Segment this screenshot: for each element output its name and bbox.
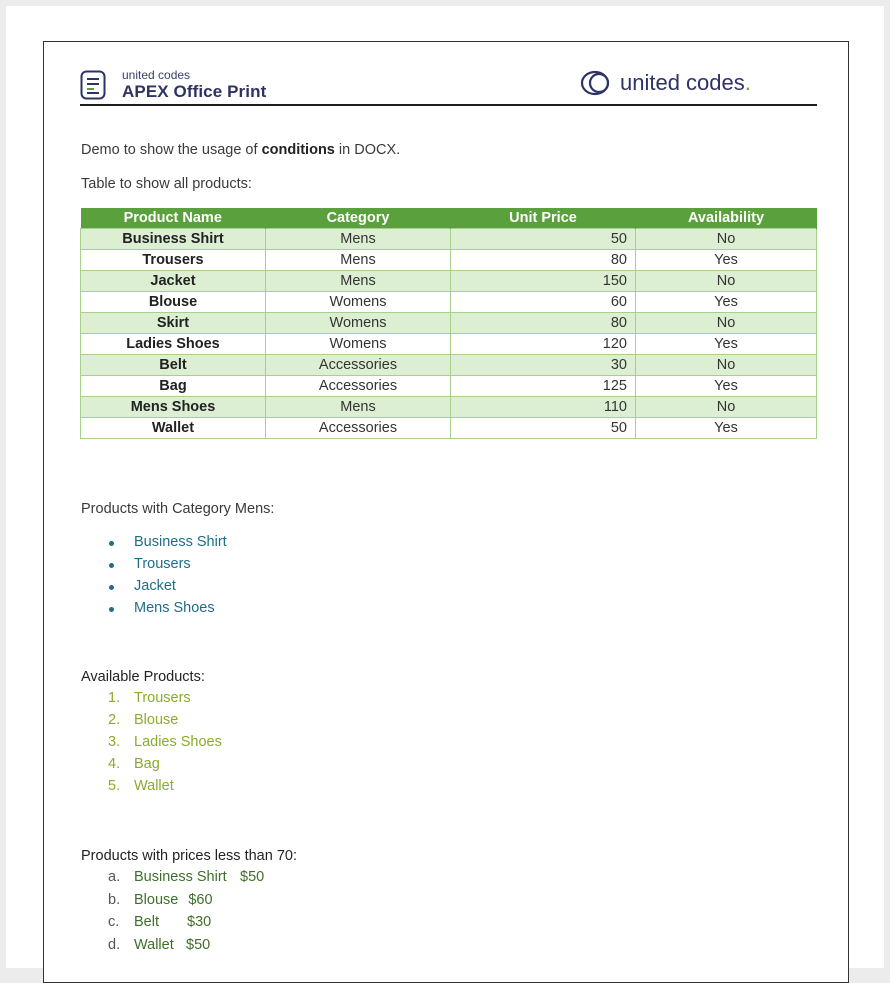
intro-suffix: in DOCX. <box>334 142 401 158</box>
header-availability: Availability <box>636 208 817 229</box>
list-item-label: Blouse <box>134 712 179 728</box>
cell-category: Accessories <box>266 418 451 439</box>
list-item-label: Jacket <box>134 578 176 594</box>
table-row <box>81 313 817 334</box>
cell-category: Accessories <box>266 355 451 376</box>
list-item <box>108 712 222 734</box>
table-row <box>81 376 817 397</box>
cell-category: Womens <box>266 334 451 355</box>
list-item <box>108 690 222 712</box>
cell-unit-price: 80 <box>451 250 636 271</box>
cell-availability: No <box>636 397 817 418</box>
list-item <box>108 869 264 892</box>
list-item-label: Blouse <box>134 891 179 908</box>
cheap-products-list <box>108 869 264 959</box>
list-item-label: Trousers <box>134 556 191 572</box>
united-codes-logo-text <box>620 70 751 96</box>
cell-availability: No <box>636 313 817 334</box>
cell-availability: Yes <box>636 250 817 271</box>
list-item <box>108 937 264 960</box>
cell-category: Womens <box>266 313 451 334</box>
cell-unit-price: 50 <box>451 418 636 439</box>
united-codes-logo-icon <box>580 70 614 96</box>
header-unit-price: Unit Price <box>451 208 636 229</box>
bullet-icon <box>109 541 114 546</box>
cell-availability: No <box>636 271 817 292</box>
cell-availability: No <box>636 355 817 376</box>
cell-product-name: Mens Shoes <box>81 397 266 418</box>
table-row <box>81 418 817 439</box>
cell-category: Mens <box>266 250 451 271</box>
cell-unit-price: 50 <box>451 229 636 250</box>
table-row <box>81 355 817 376</box>
logo-wordmark: united codes <box>620 70 745 95</box>
list-item-label: Mens Shoes <box>134 600 215 616</box>
cell-availability: Yes <box>636 376 817 397</box>
table-row <box>81 229 817 250</box>
cell-unit-price: 150 <box>451 271 636 292</box>
cell-category: Mens <box>266 397 451 418</box>
list-item-price: $30 <box>187 914 212 930</box>
bullet-icon <box>109 563 114 568</box>
table-row <box>81 292 817 313</box>
cell-product-name: Business Shirt <box>81 229 266 250</box>
list-item-label: Wallet <box>134 778 174 794</box>
table-row <box>81 250 817 271</box>
cell-unit-price: 60 <box>451 292 636 313</box>
list-number: 2. <box>108 712 121 728</box>
list-item-label: Ladies Shoes <box>134 734 222 750</box>
cheap-list-heading: Products with prices less than 70: <box>81 848 297 864</box>
intro-prefix: Demo to show the usage of <box>81 142 262 158</box>
mens-list-heading: Products with Category Mens: <box>81 501 275 517</box>
cell-availability: Yes <box>636 334 817 355</box>
document-icon <box>80 70 106 100</box>
cell-product-name: Blouse <box>81 292 266 313</box>
intro-bold-term: conditions <box>261 142 335 158</box>
cell-unit-price: 110 <box>451 397 636 418</box>
cell-product-name: Bag <box>81 376 266 397</box>
list-letter: c. <box>108 914 120 930</box>
products-table <box>80 208 817 439</box>
cell-product-name: Belt <box>81 355 266 376</box>
list-item <box>108 734 222 756</box>
cell-availability: No <box>636 229 817 250</box>
list-item <box>134 556 227 578</box>
bullet-icon <box>109 585 114 590</box>
list-letter: d. <box>108 936 121 953</box>
list-item <box>134 534 227 556</box>
available-products-list <box>108 690 222 800</box>
list-item <box>134 578 227 600</box>
cell-category: Mens <box>266 229 451 250</box>
list-item <box>108 756 222 778</box>
page-header <box>80 64 817 106</box>
table-row <box>81 397 817 418</box>
list-item-price: $60 <box>188 891 213 908</box>
logo-dot: . <box>744 70 751 95</box>
list-letter: b. <box>108 891 121 908</box>
list-item-label: Business Shirt <box>134 869 227 885</box>
table-header-row <box>81 208 817 229</box>
cell-unit-price: 120 <box>451 334 636 355</box>
bullet-icon <box>109 607 114 612</box>
cell-category: Womens <box>266 292 451 313</box>
brand-product-name: APEX Office Print <box>122 82 267 101</box>
table-row <box>81 334 817 355</box>
cell-unit-price: 30 <box>451 355 636 376</box>
cell-unit-price: 125 <box>451 376 636 397</box>
cell-product-name: Trousers <box>81 250 266 271</box>
list-number: 5. <box>108 778 121 794</box>
header-product-name: Product Name <box>81 208 266 229</box>
cell-category: Accessories <box>266 376 451 397</box>
list-item-label: Wallet <box>134 936 174 953</box>
list-item-label: Bag <box>134 756 160 772</box>
list-item <box>108 914 264 937</box>
list-item-price: $50 <box>240 869 265 885</box>
list-letter: a. <box>108 869 121 885</box>
cell-product-name: Skirt <box>81 313 266 334</box>
header-category: Category <box>266 208 451 229</box>
cell-product-name: Wallet <box>81 418 266 439</box>
cell-category: Mens <box>266 271 451 292</box>
list-number: 4. <box>108 756 121 772</box>
list-item-price: $50 <box>186 936 211 953</box>
table-row <box>81 271 817 292</box>
intro-paragraph <box>81 142 400 158</box>
list-number: 1. <box>108 690 121 706</box>
document-page <box>43 41 849 983</box>
list-item <box>108 892 264 915</box>
list-item <box>134 600 227 622</box>
list-item-label: Trousers <box>134 690 191 706</box>
cell-product-name: Jacket <box>81 271 266 292</box>
list-item-label: Belt <box>134 914 159 930</box>
cell-unit-price: 80 <box>451 313 636 334</box>
cell-product-name: Ladies Shoes <box>81 334 266 355</box>
cell-availability: Yes <box>636 418 817 439</box>
cell-availability: Yes <box>636 292 817 313</box>
list-item-label: Business Shirt <box>134 534 227 550</box>
brand-small-label: united codes <box>122 68 191 82</box>
available-list-heading: Available Products: <box>81 669 205 685</box>
table-caption: Table to show all products: <box>81 176 252 192</box>
mens-products-list <box>106 534 227 622</box>
list-number: 3. <box>108 734 121 750</box>
list-item <box>108 778 222 800</box>
